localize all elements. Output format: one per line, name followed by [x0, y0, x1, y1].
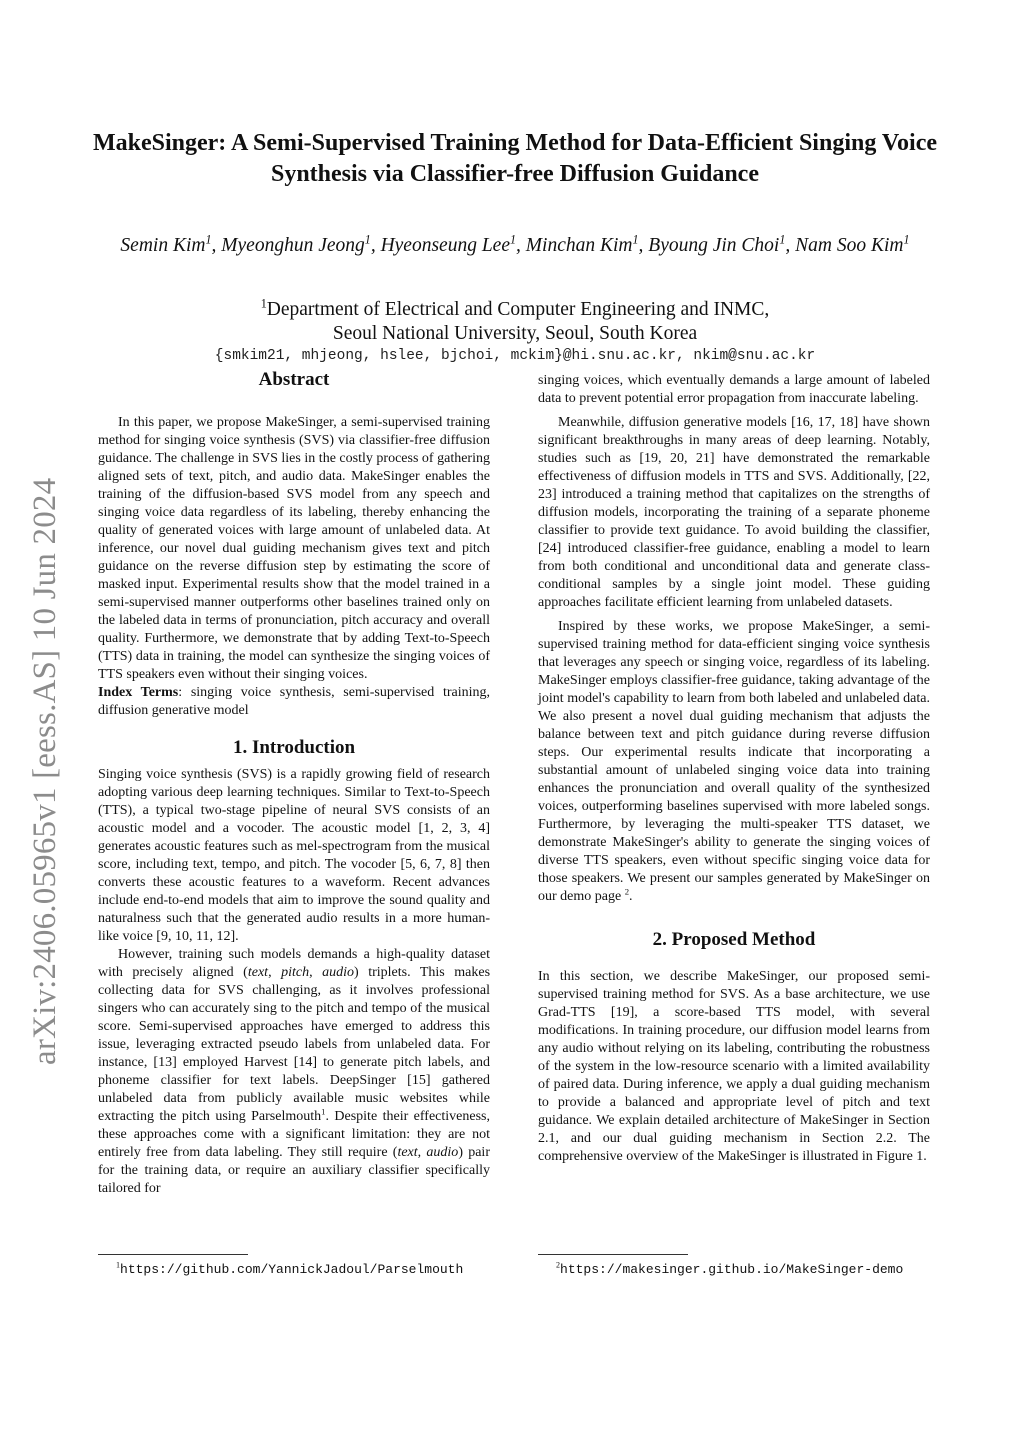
right-column [538, 372, 930, 1166]
author: Myeonghun Jeong$^1$, [221, 232, 381, 256]
footnote-1: $^1$https://github.com/YannickJadoul/Parselmouth [116, 1260, 464, 1277]
author: Hyeonseung Lee$^1$, [380, 232, 526, 256]
affiliation: $^1$Department of Electrical and Computer Engineering and INMC, Seoul National University, Seoul, South Korea [260, 296, 770, 344]
footnote-rule [98, 1254, 248, 1255]
arxiv-watermark: arXiv:2406.05965v1 [eess.AS] 10 Jun 2024 [27, 477, 63, 1065]
intro-paragraph-3: Meanwhile, diffusion generative models [16, 17, 18] have shown significant breakthroughs in many areas of deep learning. Notably, studies such as [19, 20, 21] have demonstrated the remarkable effectiveness of diffusion models in TTS and SVS. Additionally, [22, 23] introduced a training method that capitalizes on the strengths of diffusion models, incorporating the training of a separate phoneme classifier to provide text guidance. To avoid building the classifier, [24] introduced classifier-free guidance, enabling a model to learn from both conditional and unconditional data and generate class-conditional samples by a single joint model. These guiding approaches facilitate efficient learning from unlabeled datasets. [538, 415, 930, 610]
author: Nam Soo Kim$^1$ [795, 232, 910, 256]
author: Semin Kim$^1$, [120, 232, 222, 256]
proposed-method-heading: 2. Proposed Method [652, 929, 816, 950]
left-column [98, 368, 490, 1198]
intro-paragraph-1: Singing voice synthesis (SVS) is a rapidly growing field of research adopting various deep learning techniques. Similar to Text-to-Speech (TTS), a typical two-stage pipeline of neural SVS consists of an acoustic model and a vocoder. The acoustic model [1, 2, 3, 4] generates acoustic features such as mel-spectrogram from the musical score, including text, tempo, and pitch. The vocoder [5, 6, 7, 8] then converts these acoustic features to a waveform. Recent advances include end-to-end models that aim to improve the sound quality and naturalness such that the generated audio results in a more human-like voice [9, 10, 11, 12]. [98, 767, 490, 944]
paper-title: MakeSinger: A Semi-Supervised Training Method for Data-Efficient Singing Voice Synthesis via Classifier-free Diffusion Guidance [92, 130, 938, 187]
intro-paragraph-2-continued: singing voices, which eventually demands a large amount of labeled data to prevent potential error propagation from inaccurate labeling. [538, 373, 930, 406]
author-emails: {smkim21, mhjeong, hslee, bjchoi, mckim}@hi.snu.ac.kr, nkim@snu.ac.kr [214, 348, 816, 364]
introduction-heading: 1. Introduction [232, 737, 356, 758]
abstract-text: In this paper, we propose MakeSinger, a semi-supervised training method for singing voice synthesis (SVS) via classifier-free diffusion guidance. The challenge in SVS lies in the costly process of gathering aligned sets of text, pitch, and audio data. MakeSinger enables the training of the diffusion-based SVS model from any speech and singing voice data regardless of its labeling, thereby enhancing the quality of generated voices with large amount of unlabeled data. At inference, our novel dual guiding mechanism gives text and pitch guidance on the reverse diffusion step by estimating the score of masked input. Experimental results show that the model trained in a semi-supervised manner outperforms other baselines trained only on the labeled data in terms of pronunciation, pitch accuracy and overall quality. Furthermore, we demonstrate that by adding Text-to-Speech (TTS) data in training, the model can synthesize the singing voices of TTS speakers even without their singing voices. [98, 415, 490, 682]
author: Byoung Jin Choi$^1$, [648, 232, 796, 256]
author: Minchan Kim$^1$, [525, 232, 649, 256]
footnote-rule [538, 1254, 688, 1255]
abstract-heading: Abstract [258, 369, 330, 390]
author-list [95, 233, 935, 258]
footnote-2: $^2$https://makesinger.github.io/MakeSinger-demo [556, 1260, 904, 1277]
intro-paragraph-4: Inspired by these works, we propose MakeSinger, a semi-supervised training method for data-efficient singing voice synthesis that leverages any speech or singing voice, regardless of its labeling. MakeSinger employs classifier-free guidance, taking advantage of the joint model's capability to learn from both labeled and unlabeled data. We also present a novel dual guiding mechanism that adjusts the balance between text and pitch guidance during reverse diffusion steps. Our experimental results indicate that incorporating a substantial amount of unlabeled singing voice data into training enhances the pronunciation and overall quality of the synthesized voices, outperforming baselines supervised with more labeled songs. Furthermore, by leveraging the multi-speaker TTS dataset, we demonstrate MakeSinger's ability to generate the singing voices of diverse TTS speakers, even without specific singing voice data for those speakers. We present our samples generated by MakeSinger on our demo page $^2$. [538, 619, 930, 904]
index-terms: Index Terms: singing voice synthesis, semi-supervised training, diffusion generative model [98, 685, 490, 718]
method-paragraph-1: In this section, we describe MakeSinger, our proposed semi-supervised training method for SVS. As a base architecture, we use Grad-TTS [19], a score-based TTS model, with several modifications. In training procedure, our diffusion model learns from any audio without relying on its labeling, contributing the robustness of the system in the low-resource scenario with a limited availability of paired data. During inference, we apply a dual guiding mechanism to provide a balanced and appropriate level of pitch and text guidance. We explain detailed architecture of MakeSinger in Section 2.1, and our dual guiding mechanism in Section 2.2. The comprehensive overview of the MakeSinger is illustrated in Figure 1. [538, 969, 930, 1164]
intro-paragraph-2: However, training such models demands a high-quality dataset with precisely aligned (text, pitch, audio) triplets. This makes collecting data for SVS challenging, as it involves professional singers who can accurately sing to the pitch and tempo of the musical score. Semi-supervised approaches have emerged to address this issue, leveraging extracted pseudo labels from unlabeled data. For instance, [13] employed Harvest [14] to generate pitch labels, and phoneme classifier for text labels. DeepSinger [15] gathered unlabeled data from publicly available music websites while extracting the pitch using Parselmouth$^1$. Despite their effectiveness, these approaches come with a significant limitation: they are not entirely free from data labeling. They still require (text, audio) pair for the training data, or require an auxiliary classifier specifically tailored for [98, 947, 491, 1196]
